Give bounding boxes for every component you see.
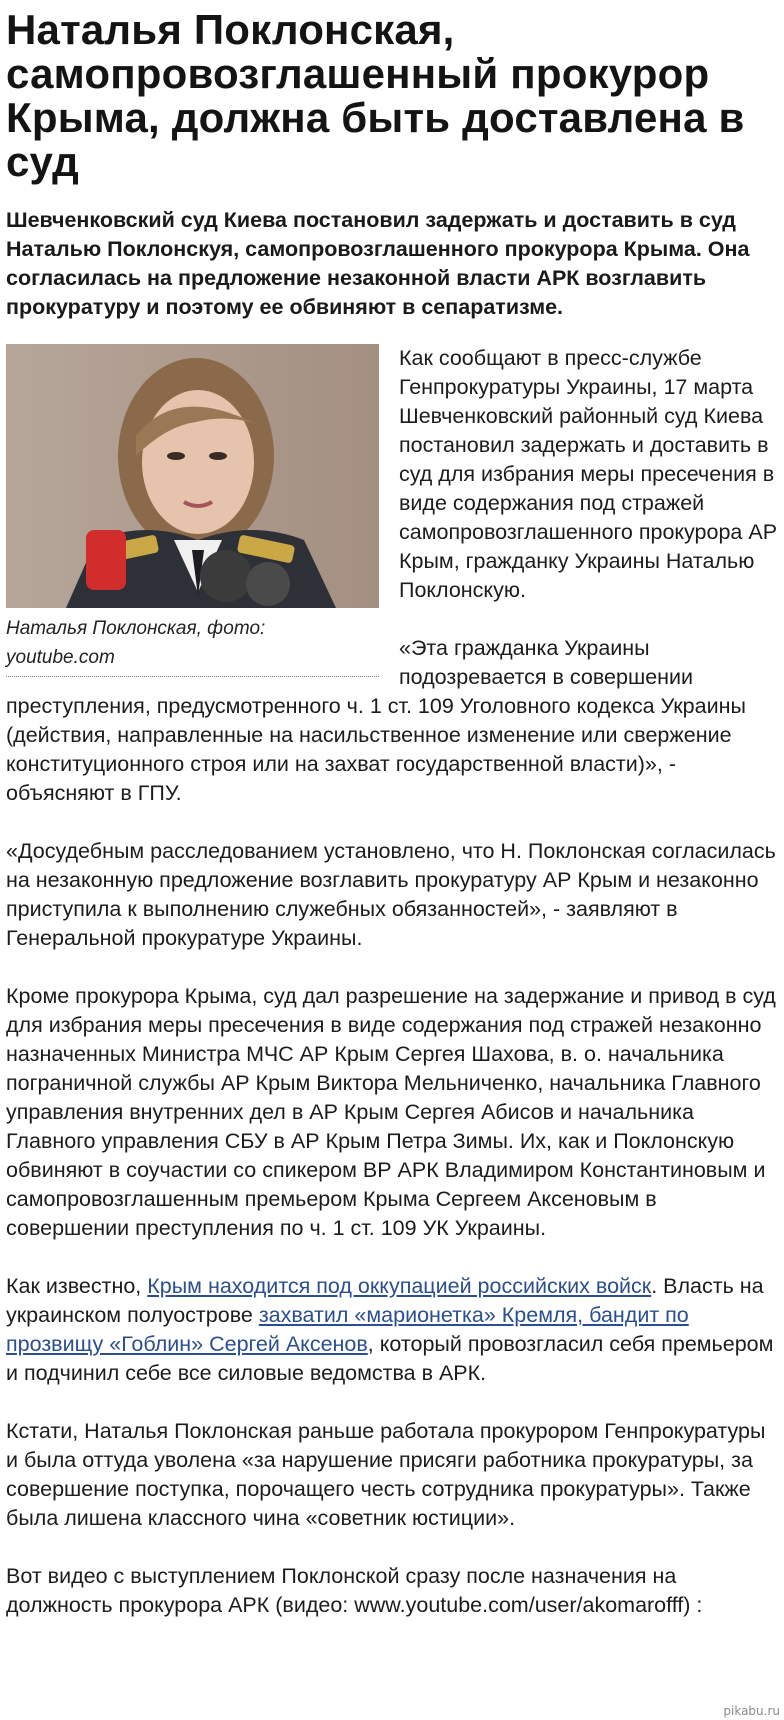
article-figure (6, 344, 379, 677)
portrait-photo-icon (6, 344, 379, 608)
paragraph-2: «Эта гражданка Украины подозревается в совершении преступления, предусмотренного ч. 1 ст. 109 Уголовного кодекса Украины (действия, направленные на насильственное изменение или свержение конституционного строя или на захват государственной власти)», - объясняют в ГПУ. (6, 636, 746, 805)
article-body (6, 344, 778, 1620)
crimea-occupation-link[interactable]: Крым находится под оккупацией российских войск (147, 1274, 652, 1298)
paragraph-7: Вот видео с выступлением Поклонской сразу после назначения на должность прокурора АРК (видео: www.youtube.com/user/akomarofff) : (6, 1564, 703, 1617)
article-lead: Шевченковский суд Киева постановил задержать и доставить в суд Наталью Поклонскуя, самопровозглашенного прокурора Крыма. Она согласилась на предложение незаконной власти АРК возглавить прокуратуру и поэтому ее обвиняют в сепаратизме. (6, 208, 750, 319)
site-watermark: pikabu.ru (723, 1704, 780, 1718)
portrait-photo[interactable] (6, 344, 379, 608)
paragraph-5-text-1: Как известно, (6, 1274, 148, 1298)
paragraph-4: Кроме прокурора Крыма, суд дал разрешение на задержание и привод в суд для избрания меры пресечения в виде содержания под стражей незаконно назначенных Министра МЧС АР Крым Сергея Шахова, в. о. начальника пограничной службы АР Крым Виктора Мельниченко, начальника Главного управления внутренних дел в АР Крым Сергея Абисов и начальника Главного управления СБУ в АР Крым Петра Зимы. Их, как и Поклонскую обвиняют в соучастии со спикером ВР АРК Владимиром Константиновым и самопровозглашенным премьером Крыма Сергеем Аксеновым в совершении преступления по ч. 1 ст. 109 УК Украины. (6, 984, 776, 1240)
aksenov-link[interactable]: захватил «марионетка» Кремля, бандит по прозвищу «Гоблин» Сергей Аксенов (6, 1303, 689, 1356)
paragraph-3: «Досудебным расследованием установлено, что Н. Поклонская согласилась на незаконную предложение возглавить прокуратуру АР Крым и незаконно приступила к выполнению служебных обязанностей», - заявляют в Генеральной прокуратуре Украины. (6, 839, 776, 950)
paragraph-6: Кстати, Наталья Поклонская раньше работала прокурором Генпрокуратуры и была оттуда уволена «за нарушение присяги работника прокуратуры, за совершение поступка, порочащего честь сотрудника прокуратуры». Также была лишена классного чина «советник юстиции». (6, 1419, 766, 1530)
article (6, 0, 778, 1649)
paragraph-5-text-3: , который провозгласил себя премьером и подчинил себе все силовые ведомства в АРК. (6, 1332, 774, 1385)
paragraph-5 (6, 1272, 778, 1388)
paragraph-1: Как сообщают в пресс-службе Генпрокуратуры Украины, 17 марта Шевченковский районный суд Киева постановил задержать и доставить в суд для избрания меры пресечения в виде содержания под стражей самопровозглашенного прокурора АР Крым, гражданку Украины Наталью Поклонскую. (399, 346, 778, 602)
article-title: Наталья Поклонская, самопровозглашенный прокурор Крыма, должна быть доставлена в суд (6, 6, 745, 185)
paragraph-5-text-2: . Власть на украинском полуострове (6, 1274, 764, 1327)
photo-caption: Наталья Поклонская, фото: youtube.com (6, 614, 379, 677)
